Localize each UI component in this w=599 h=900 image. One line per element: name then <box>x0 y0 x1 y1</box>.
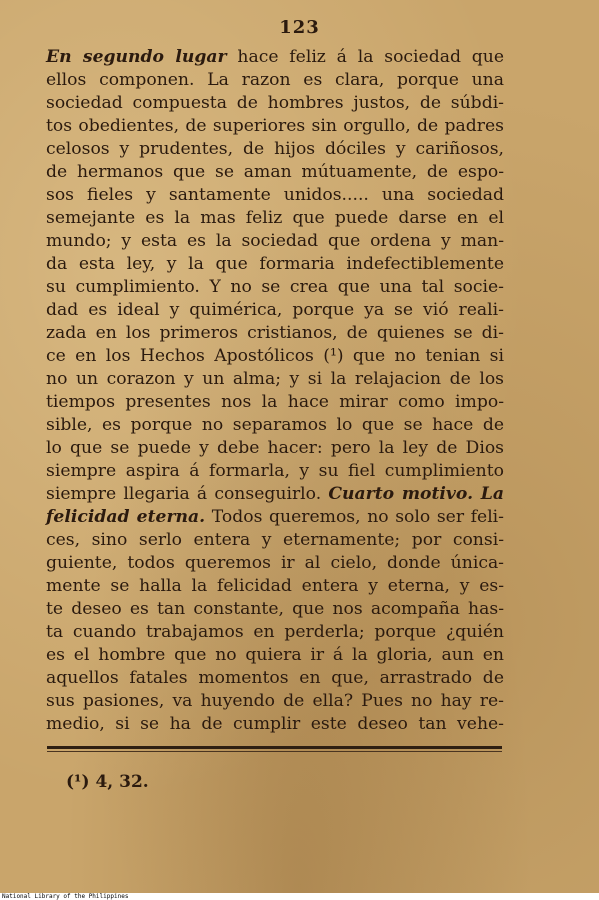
text-line <box>46 690 504 713</box>
text-line <box>46 460 504 483</box>
text-line <box>46 184 504 207</box>
text-line <box>46 276 504 299</box>
italic-text: En segundo lugar <box>46 47 227 67</box>
text-line <box>46 368 504 391</box>
text-segment: semejante es la mas feliz que puede darse en el <box>46 208 504 228</box>
text-segment: sociedad compuesta de hombres justos, de súbdi- <box>46 93 504 113</box>
text-line <box>46 598 504 621</box>
text-segment: ces, sino serlo entera y eternamente; por consi- <box>46 530 504 550</box>
text-line <box>46 483 504 506</box>
text-segment: su cumplimiento. Y no se crea que una tal socie- <box>46 277 504 297</box>
text-segment: medio, si se ha de cumplir este deseo tan vehe- <box>46 714 504 734</box>
text-segment: dad es ideal y quimérica, porque ya se vió reali- <box>46 300 504 320</box>
text-line <box>46 299 504 322</box>
footnote: (¹) 4, 32. <box>66 772 149 792</box>
text-segment: siempre llegaria á conseguirlo. <box>46 484 329 504</box>
text-segment: mundo; y esta es la sociedad que ordena y man- <box>46 231 504 251</box>
text-line <box>46 529 504 552</box>
footnote-rule-thin <box>47 751 502 752</box>
text-line <box>46 115 504 138</box>
text-line <box>46 414 504 437</box>
text-segment: ce en los Hechos Apostólicos (¹) que no tenian si <box>46 346 504 366</box>
text-line <box>46 253 504 276</box>
text-line <box>46 667 504 690</box>
text-line <box>46 621 504 644</box>
italic-text: Cuarto motivo. La <box>328 484 504 504</box>
footnote-rule <box>47 746 502 749</box>
text-segment: te deseo es tan constante, que nos acompaña has- <box>46 599 504 619</box>
text-segment: sos fieles y santamente unidos..... una sociedad <box>46 185 504 205</box>
text-line <box>46 230 504 253</box>
page-number: 123 <box>279 17 320 38</box>
text-line <box>46 46 504 69</box>
text-segment: sible, es porque no separamos lo que se hace de <box>46 415 504 435</box>
body-text <box>46 46 504 736</box>
text-line <box>46 207 504 230</box>
text-segment: tiempos presentes nos la hace mirar como impo- <box>46 392 504 412</box>
text-line <box>46 322 504 345</box>
text-segment: tos obedientes, de superiores sin orgullo, de padres <box>46 116 504 136</box>
text-line <box>46 506 504 529</box>
text-segment: celosos y prudentes, de hijos dóciles y cariñosos, <box>46 139 504 159</box>
text-segment: ta cuando trabajamos en perderla; porque ¿quién <box>46 622 504 642</box>
text-segment: hace feliz á la sociedad que <box>226 47 504 67</box>
text-segment: mente se halla la felicidad entera y eterna, y es- <box>46 576 504 596</box>
text-segment: sus pasiones, va huyendo de ella? Pues no hay re- <box>46 691 504 711</box>
italic-text: felicidad eterna. <box>46 507 206 527</box>
text-line <box>46 92 504 115</box>
text-line <box>46 161 504 184</box>
text-segment: zada en los primeros cristianos, de quienes se di- <box>46 323 504 343</box>
text-line <box>46 575 504 598</box>
footer-credit: National Library of the Philippines <box>2 893 129 900</box>
text-segment: lo que se puede y debe hacer: pero la ley de Dios <box>46 438 504 458</box>
text-segment: es el hombre que no quiera ir á la gloria, aun en <box>46 645 504 665</box>
text-segment: ellos componen. La razon es clara, porque una <box>46 70 504 90</box>
text-segment: Todos queremos, no solo ser feli- <box>205 507 504 527</box>
text-segment: de hermanos que se aman mútuamente, de espo- <box>46 162 504 182</box>
text-line <box>46 644 504 667</box>
text-line <box>46 713 504 736</box>
text-segment: no un corazon y un alma; y si la relajacion de los <box>46 369 504 389</box>
text-line <box>46 437 504 460</box>
text-line <box>46 138 504 161</box>
text-line <box>46 391 504 414</box>
text-line <box>46 345 504 368</box>
text-line <box>46 69 504 92</box>
text-segment: aquellos fatales momentos en que, arrastrado de <box>46 668 504 688</box>
text-segment: da esta ley, y la que formaria indefectiblemente <box>46 254 504 274</box>
text-segment: siempre aspira á formarla, y su fiel cumplimiento <box>46 461 504 481</box>
text-line <box>46 552 504 575</box>
text-segment: guiente, todos queremos ir al cielo, donde única- <box>46 553 504 573</box>
